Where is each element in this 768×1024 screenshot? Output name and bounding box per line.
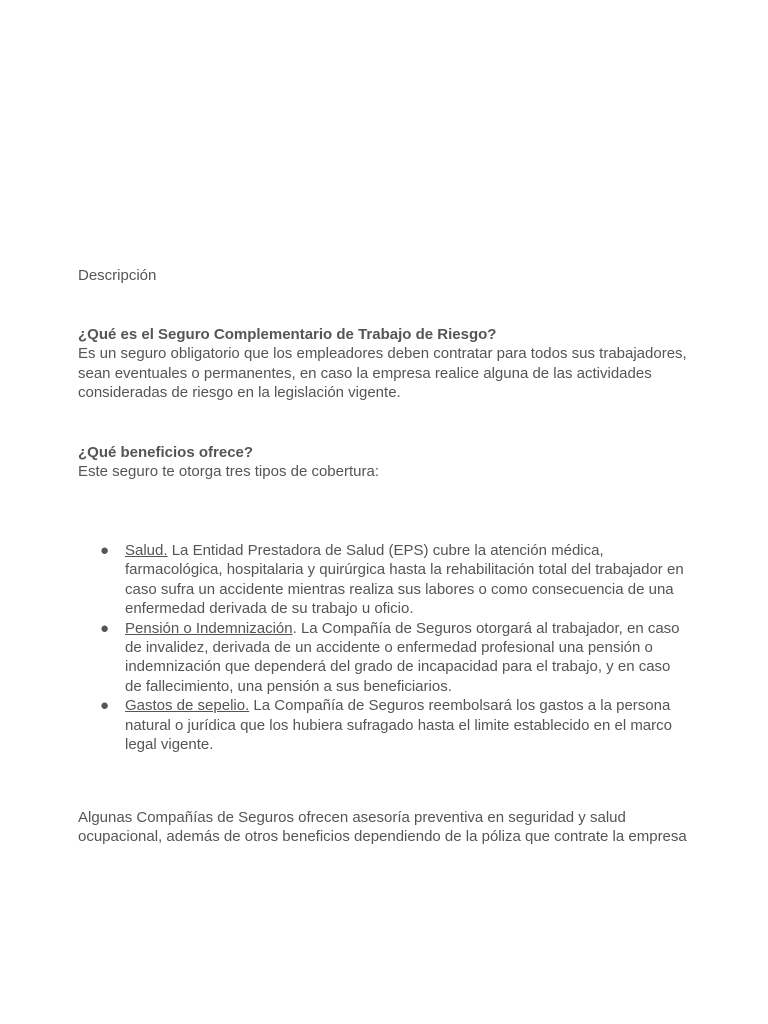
section-what-is-title: ¿Qué es el Seguro Complementario de Trabajo de Riesgo? <box>78 326 497 343</box>
benefit-text-pension: . La Compañía de Seguros otorgará al trabajador, en caso de invalidez, derivada de un accidente o enfermedad profesional una pensión o indemnización que dependerá del grado de incapacidad para el trabajo, y en caso de fallecimiento, una pensión a sus beneficiarios. <box>125 619 680 695</box>
bullet-icon: ● <box>100 542 110 559</box>
section-benefits-body: Este seguro te otorga tres tipos de cobertura: <box>78 463 380 481</box>
section-benefits <box>78 443 690 482</box>
benefit-term-sepelio: Gastos de sepelio. <box>125 697 250 715</box>
section-what-is <box>78 325 690 403</box>
benefit-text-sepelio: La Compañía de Seguros reembolsará los gastos a la persona natural o jurídica que los hubiera sufragado hasta el limite establecido en el marco legal vigente. <box>125 697 672 754</box>
benefit-term-pension: Pensión o Indemnización <box>125 619 293 637</box>
bullet-icon: ● <box>100 619 110 637</box>
section-benefits-title: ¿Qué beneficios ofrece? <box>78 444 254 461</box>
list-item-pension <box>100 619 690 697</box>
benefit-term-salud: Salud. <box>125 542 168 559</box>
list-item-sepelio <box>100 696 690 754</box>
benefits-list <box>78 541 690 754</box>
bullet-icon: ● <box>100 697 110 715</box>
description-heading: Descripción <box>78 267 157 284</box>
section-what-is-body: Es un seguro obligatorio que los empleadores deben contratar para todos sus trabajadores, sean eventuales o permanentes, en caso la empresa realice alguna de las actividades consideradas de riesgo en la legislación vigente. <box>78 345 687 402</box>
closing-paragraph: Algunas Compañías de Seguros ofrecen asesoría preventiva en seguridad y salud ocupacional, además de otros beneficios dependiendo de la póliza que contrate la empresa <box>78 809 687 846</box>
benefit-text-salud: La Entidad Prestadora de Salud (EPS) cubre la atención médica, farmacológica, hospitalaria y quirúrgica hasta la rehabilitación total del trabajador en caso sufra un accidente mientras realiza sus labores o como consecuencia de una enfermedad derivada de su trabajo u oficio. <box>125 542 684 618</box>
list-item-salud <box>100 541 690 619</box>
